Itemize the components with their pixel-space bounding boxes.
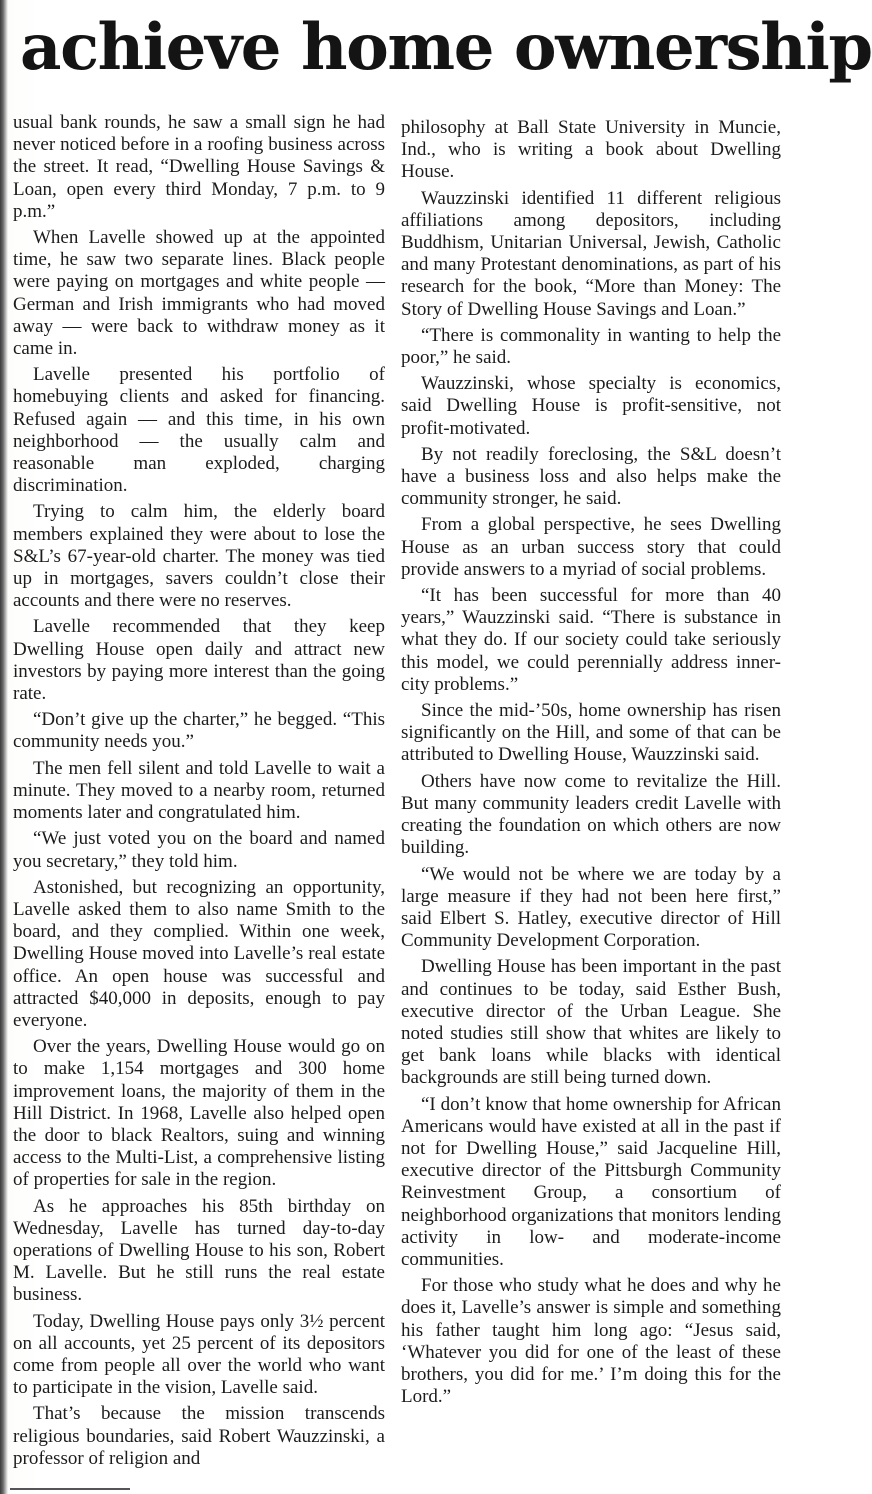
paragraph: For those who study what he does and why he does it, Lavelle’s answer is simple and something his father taught him long ago: “Jesus said, ‘Whatever you did for one of the least of these brothers, you did for me.’ I’m doing this for the Lord.” [401, 1275, 781, 1408]
paragraph: Dwelling House has been important in the past and continues to be today, said Esther Bush, executive director of the Urban League. She noted studies still show that whites are likely to get bank loans while blacks with identical backgrounds are still being turned down. [401, 956, 781, 1089]
headline: achieve home ownership [20, 10, 872, 85]
paragraph: “We just voted you on the board and named you secretary,” they told him. [13, 828, 385, 872]
paragraph: Others have now come to revitalize the Hill. But many community leaders credit Lavelle with creating the foundation on which others are now building. [401, 770, 781, 859]
paragraph: philosophy at Ball State University in Muncie, Ind., who is writing a book about Dwelling House. [401, 117, 781, 183]
article-column-right [401, 117, 781, 1412]
paragraph: When Lavelle showed up at the appointed time, he saw two separate lines. Black people were paying on mortgages and white people — German and Irish immigrants who had moved away — were back to withdraw money as it came in. [13, 227, 385, 360]
paragraph: Lavelle recommended that they keep Dwelling House open daily and attract new investors by paying more interest than the going rate. [13, 616, 385, 705]
paragraph: “We would not be where we are today by a large measure if they had not been here first,” said Elbert S. Hatley, executive director of Hill Community Development Corporation. [401, 863, 781, 952]
paragraph: That’s because the mission transcends religious boundaries, said Robert Wauzzinski, a professor of religion and [13, 1403, 385, 1469]
paragraph: usual bank rounds, he saw a small sign he had never noticed before in a roofing business across the street. It read, “Dwelling House Savings & Loan, open every third Monday, 7 p.m. to 9 p.m.” [13, 112, 385, 222]
paragraph: “I don’t know that home ownership for African Americans would have existed at all in the past if not for Dwelling House,” said Jacqueline Hill, executive director of the Pittsburgh Community Reinvestment Group, a consortium of neighborhood organizations that monitors lending activity in low- and moderate-income communities. [401, 1093, 781, 1270]
paragraph: “There is commonality in wanting to help the poor,” he said. [401, 324, 781, 369]
paragraph: Since the mid-’50s, home ownership has risen significantly on the Hill, and some of that can be attributed to Dwelling House, Wauzzinski said. [401, 700, 781, 766]
paragraph: From a global perspective, he sees Dwelling House as an urban success story that could provide answers to a myriad of social problems. [401, 514, 781, 580]
bottom-rule [10, 1488, 130, 1490]
paragraph: “Don’t give up the charter,” he begged. “This community needs you.” [13, 709, 385, 753]
paragraph: Over the years, Dwelling House would go on to make 1,154 mortgages and 300 home improvement loans, the majority of them in the Hill District. In 1968, Lavelle also helped open the door to black Realtors, suing and winning access to the Multi-List, a comprehensive listing of properties for sale in the region. [13, 1036, 385, 1191]
paragraph: “It has been successful for more than 40 years,” Wauzzinski said. “There is substance in what they do. If our society could take seriously this model, we could perennially address inner-city problems.” [401, 585, 781, 695]
paragraph: Lavelle presented his portfolio of homebuying clients and asked for financing. Refused again — and this time, in his own neighborhood — the usually calm and reasonable man exploded, charging discrimination. [13, 364, 385, 497]
article-column-left [13, 112, 385, 1474]
paragraph: Trying to calm him, the elderly board members explained they were about to lose the S&L’s 67-year-old charter. The money was tied up in mortgages, savers couldn’t close their accounts and there were no reserves. [13, 501, 385, 612]
paragraph: As he approaches his 85th birthday on Wednesday, Lavelle has turned day-to-day operations of Dwelling House to his son, Robert M. Lavelle. But he still runs the real estate business. [13, 1195, 385, 1306]
paragraph: Today, Dwelling House pays only 3½ percent on all accounts, yet 25 percent of its depositors come from people all over the world who want to participate in the vision, Lavelle said. [13, 1310, 385, 1399]
paragraph: Astonished, but recognizing an opportunity, Lavelle asked them to also name Smith to the board, and they complied. Within one week, Dwelling House moved into Lavelle’s real estate office. An open house was successful and attracted $40,000 in deposits, enough to pay everyone. [13, 876, 385, 1031]
paragraph: By not readily foreclosing, the S&L doesn’t have a business loss and also helps make the community stronger, he said. [401, 443, 781, 510]
paragraph: Wauzzinski, whose specialty is economics, said Dwelling House is profit-sensitive, not profit-motivated. [401, 373, 781, 439]
paragraph: The men fell silent and told Lavelle to wait a minute. They moved to a nearby room, returned moments later and congratulated him. [13, 757, 385, 824]
paragraph: Wauzzinski identified 11 different religious affiliations among depositors, including Buddhism, Unitarian Universal, Jewish, Catholic and many Protestant denominations, as part of his research for the book, “More than Money: The Story of Dwelling House Savings and Loan.” [401, 187, 781, 320]
